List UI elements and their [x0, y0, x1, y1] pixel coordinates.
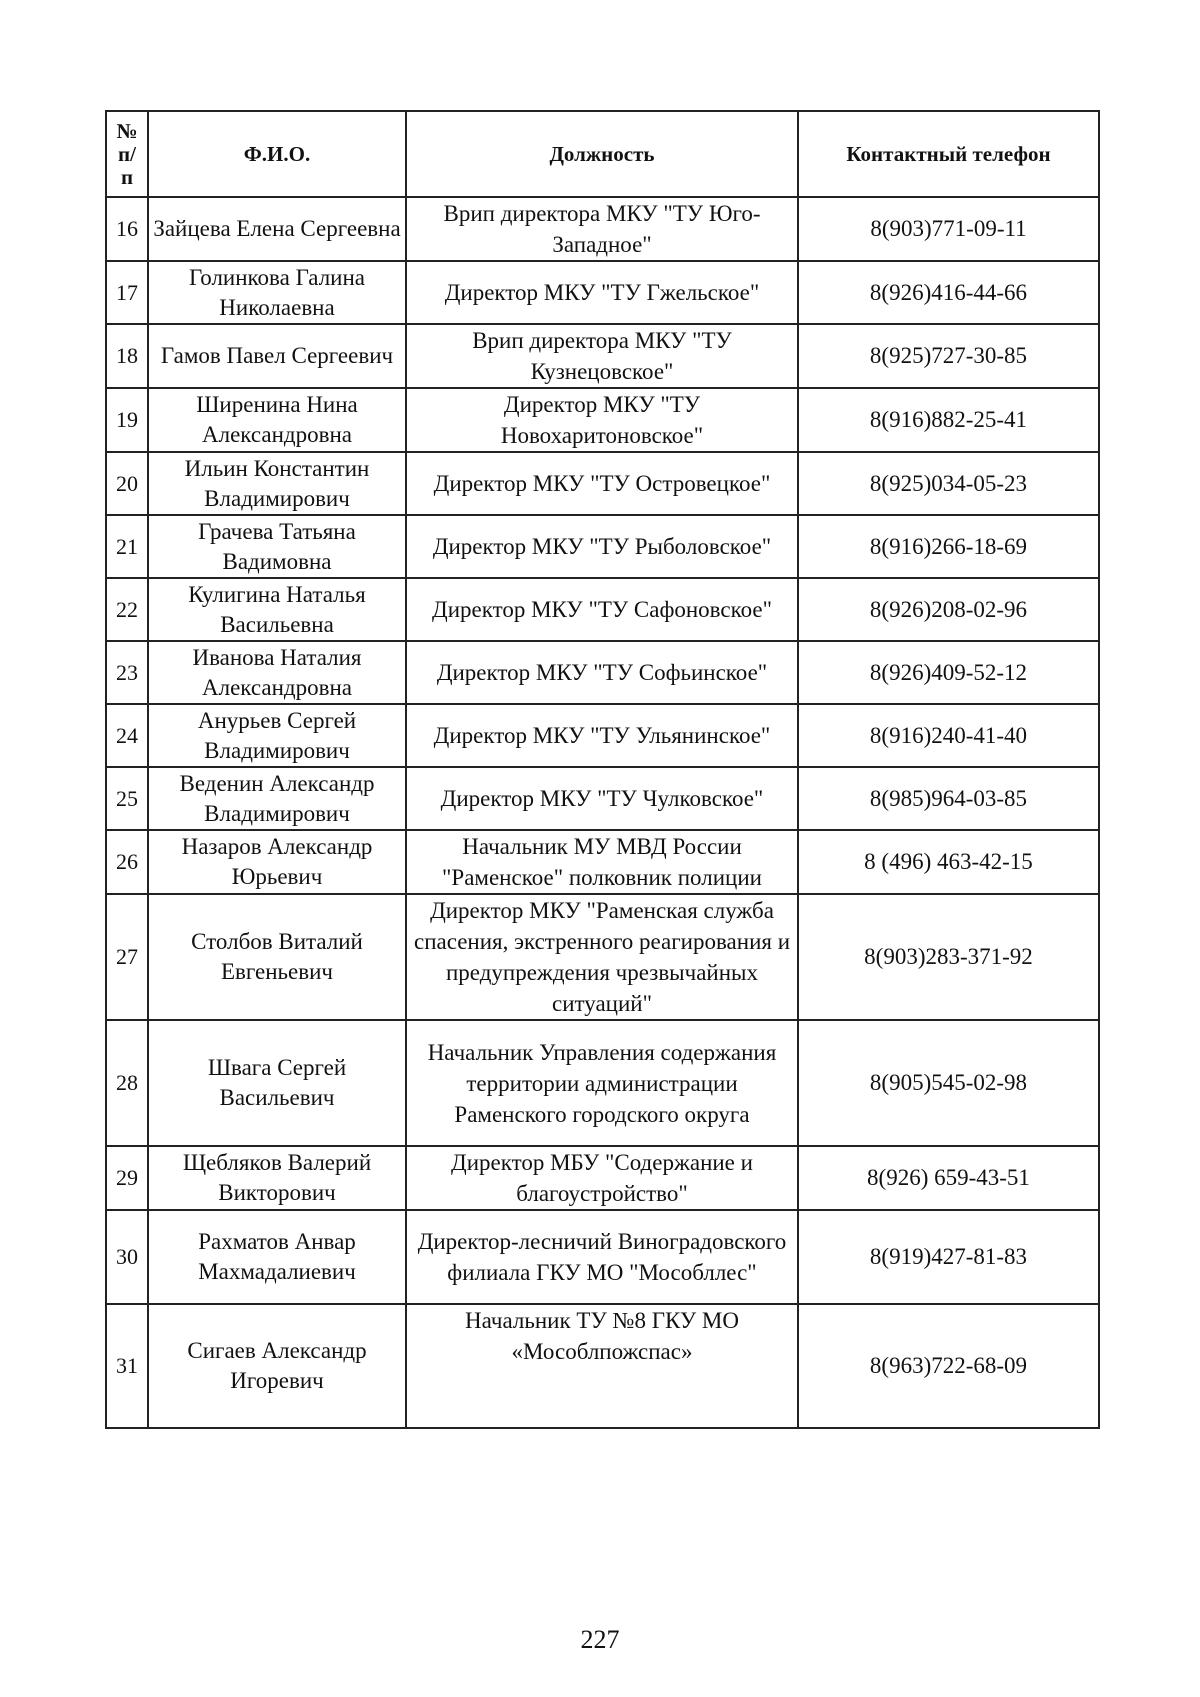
row-position: Директор МКУ "ТУ Новохаритоновское" — [406, 388, 798, 452]
table-row — [106, 578, 1099, 641]
row-position: Врип директора МКУ "ТУ Кузнецовское" — [406, 324, 798, 388]
table-row — [106, 1020, 1099, 1146]
row-phone: 8(926) 659-43-51 — [798, 1146, 1099, 1210]
row-number: 22 — [106, 578, 148, 641]
row-number: 31 — [106, 1304, 148, 1428]
table-row — [106, 515, 1099, 578]
row-name: Грачева Татьяна Вадимовна — [148, 515, 406, 578]
row-phone: 8(926)409-52-12 — [798, 641, 1099, 704]
row-name: Ширенина Нина Александровна — [148, 388, 406, 452]
row-position: Директор МКУ "ТУ Гжельское" — [406, 261, 798, 324]
row-position: Директор МКУ "ТУ Островецкое" — [406, 452, 798, 515]
row-phone: 8(919)427-81-83 — [798, 1210, 1099, 1304]
table-row — [106, 641, 1099, 704]
row-phone: 8(985)964-03-85 — [798, 767, 1099, 830]
row-position: Директор МКУ "ТУ Сафоновское" — [406, 578, 798, 641]
row-position: Директор МКУ "ТУ Ульянинское" — [406, 704, 798, 767]
table-row — [106, 1146, 1099, 1210]
header-phone: Контактный телефон — [798, 111, 1099, 197]
table-row — [106, 324, 1099, 388]
row-position: Директор-лесничий Виноградовского филиала ГКУ МО "Мособллес" — [406, 1210, 798, 1304]
row-number: 28 — [106, 1020, 148, 1146]
table-row — [106, 767, 1099, 830]
contacts-table — [105, 110, 1100, 1429]
table-row — [106, 1304, 1099, 1428]
row-phone: 8(916)882-25-41 — [798, 388, 1099, 452]
row-name: Веденин Александр Владимирович — [148, 767, 406, 830]
row-position: Врип директора МКУ "ТУ Юго-Западное" — [406, 197, 798, 261]
row-phone: 8(926)416-44-66 — [798, 261, 1099, 324]
row-number: 26 — [106, 830, 148, 894]
row-number: 20 — [106, 452, 148, 515]
row-phone: 8 (496) 463-42-15 — [798, 830, 1099, 894]
row-name: Ильин Константин Владимирович — [148, 452, 406, 515]
table-row — [106, 388, 1099, 452]
row-phone: 8(925)727-30-85 — [798, 324, 1099, 388]
row-number: 21 — [106, 515, 148, 578]
row-name: Гамов Павел Сергеевич — [148, 324, 406, 388]
table-row — [106, 704, 1099, 767]
header-number-line-3: п — [120, 164, 134, 189]
table-row — [106, 261, 1099, 324]
row-phone: 8(925)034-05-23 — [798, 452, 1099, 515]
table-row — [106, 894, 1099, 1020]
row-number: 30 — [106, 1210, 148, 1304]
row-position: Директор МКУ "ТУ Чулковское" — [406, 767, 798, 830]
page-number: 227 — [580, 1625, 620, 1654]
table-row — [106, 1210, 1099, 1304]
row-position: Начальник МУ МВД России "Раменское" полковник полиции — [406, 830, 798, 894]
row-name: Рахматов Анвар Махмадалиевич — [148, 1210, 406, 1304]
row-number: 19 — [106, 388, 148, 452]
row-phone: 8(963)722-68-09 — [798, 1304, 1099, 1428]
row-name: Швага Сергей Васильевич — [148, 1020, 406, 1146]
row-position: Директор МКУ "ТУ Рыболовское" — [406, 515, 798, 578]
row-phone: 8(903)771-09-11 — [798, 197, 1099, 261]
row-phone: 8(926)208-02-96 — [798, 578, 1099, 641]
row-name: Столбов Виталий Евгеньевич — [148, 894, 406, 1020]
row-name: Иванова Наталия Александровна — [148, 641, 406, 704]
header-number-line-2: п/ — [118, 141, 136, 166]
row-phone: 8(903)283-371-92 — [798, 894, 1099, 1020]
row-position: Директор МБУ "Содержание и благоустройство" — [406, 1146, 798, 1210]
row-phone: 8(905)545-02-98 — [798, 1020, 1099, 1146]
table-row — [106, 452, 1099, 515]
header-position: Должность — [406, 111, 798, 197]
row-number: 27 — [106, 894, 148, 1020]
row-number: 24 — [106, 704, 148, 767]
row-number: 23 — [106, 641, 148, 704]
row-number: 29 — [106, 1146, 148, 1210]
row-name: Назаров Александр Юрьевич — [148, 830, 406, 894]
table-row — [106, 197, 1099, 261]
row-phone: 8(916)240-41-40 — [798, 704, 1099, 767]
row-position: Директор МКУ "Раменская служба спасения, экстренного реагирования и предупреждения чрезвычайных ситуаций" — [406, 894, 798, 1020]
row-phone: 8(916)266-18-69 — [798, 515, 1099, 578]
header-number-line-1: № — [116, 118, 138, 143]
row-position: Начальник ТУ №8 ГКУ МО «Мособлпожспас» — [406, 1304, 798, 1428]
table-header-row — [106, 111, 1099, 197]
row-name: Зайцева Елена Сергеевна — [148, 197, 406, 261]
header-number — [106, 111, 148, 197]
row-name: Щебляков Валерий Викторович — [148, 1146, 406, 1210]
row-name: Сигаев Александр Игоревич — [148, 1304, 406, 1428]
table-row — [106, 830, 1099, 894]
header-name: Ф.И.О. — [148, 111, 406, 197]
row-name: Анурьев Сергей Владимирович — [148, 704, 406, 767]
row-position: Директор МКУ "ТУ Софьинское" — [406, 641, 798, 704]
row-position: Начальник Управления содержания территории администрации Раменского городского округа — [406, 1020, 798, 1146]
row-number: 17 — [106, 261, 148, 324]
row-name: Кулигина Наталья Васильевна — [148, 578, 406, 641]
row-number: 25 — [106, 767, 148, 830]
row-number: 16 — [106, 197, 148, 261]
row-name: Голинкова Галина Николаевна — [148, 261, 406, 324]
row-number: 18 — [106, 324, 148, 388]
